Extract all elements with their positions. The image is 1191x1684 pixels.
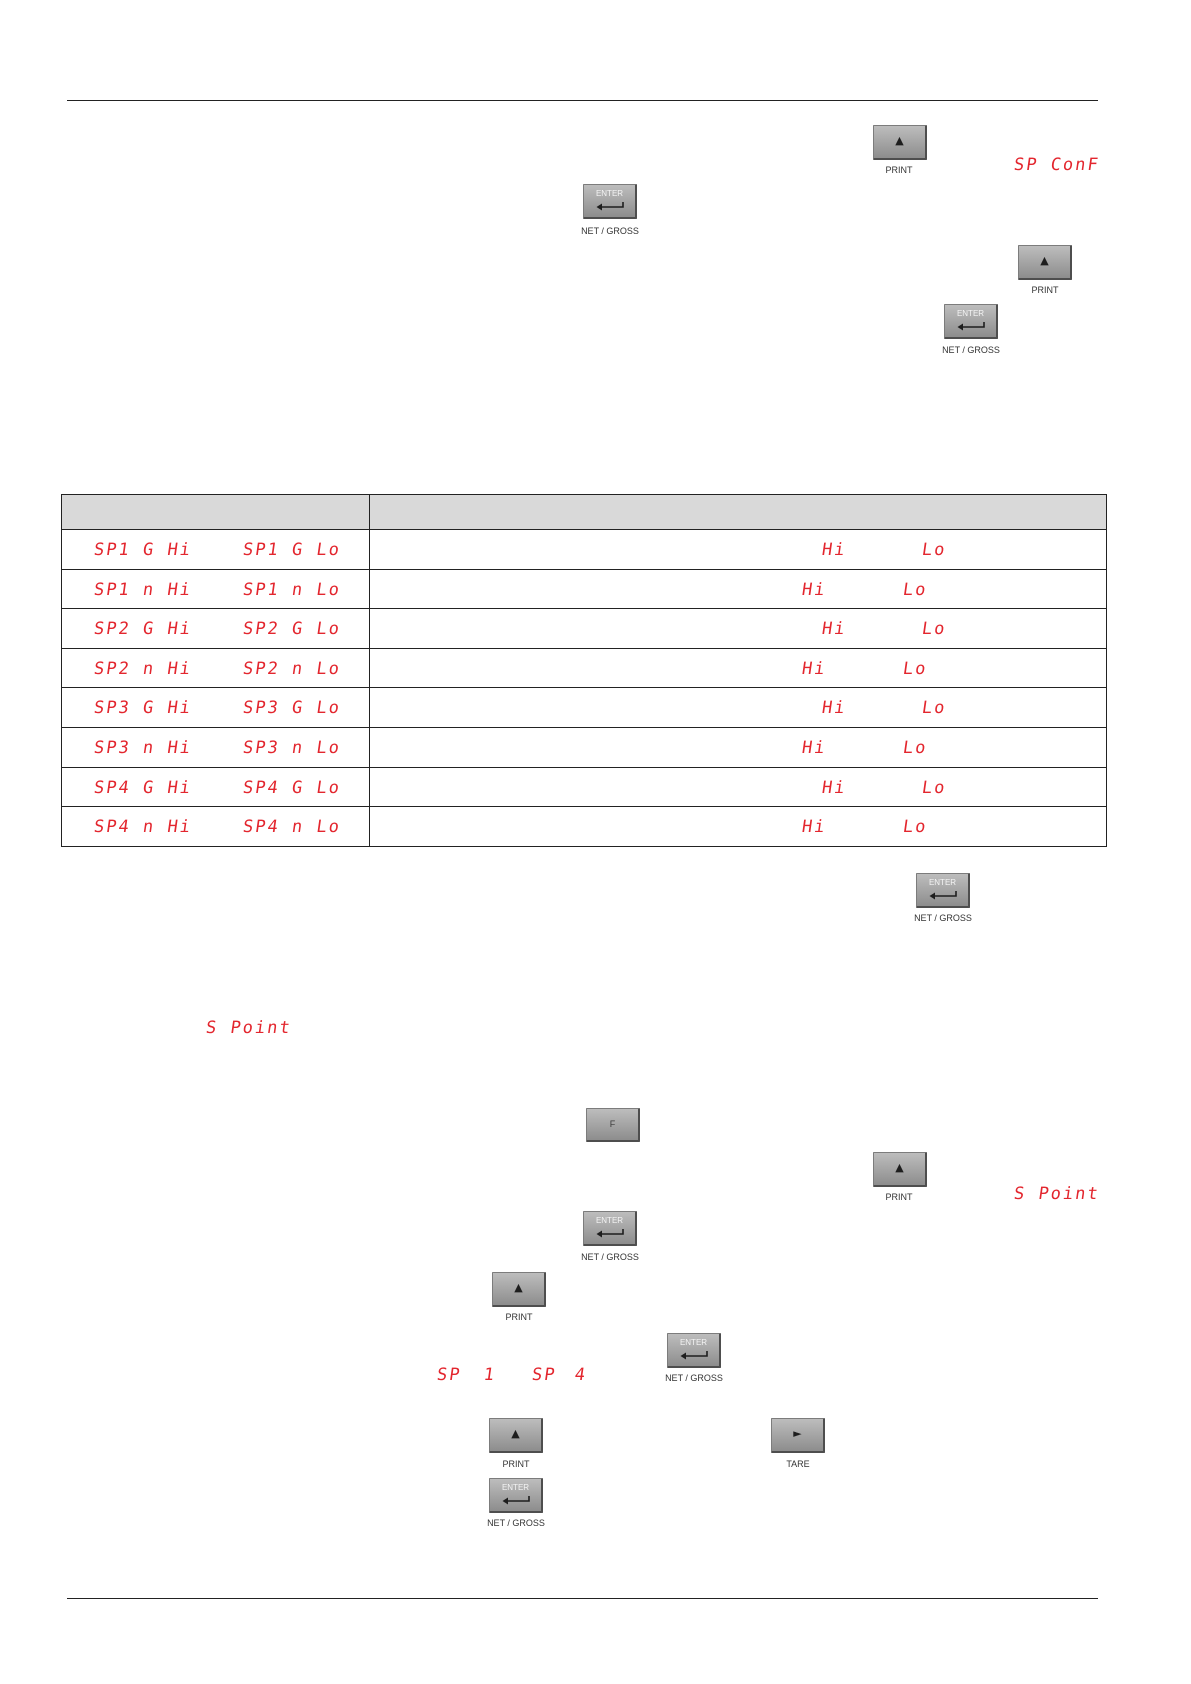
led-s-point: S Point: [1012, 1184, 1102, 1204]
print-key-label: PRINT: [505, 1312, 533, 1322]
led-param-hi: SP3 G Hi: [92, 698, 194, 719]
enter-arrow-icon: [680, 1350, 710, 1361]
enter-key-label: NET / GROSS: [581, 1252, 639, 1262]
f-key: [586, 1108, 640, 1142]
table-row: [62, 768, 1106, 808]
led-lo: Lo: [920, 698, 948, 719]
led-param-hi: SP4 n Hi: [92, 817, 194, 838]
print-key-label: PRINT: [1031, 285, 1059, 295]
table-cell-parameters: [62, 609, 370, 648]
enter-key-label: NET / GROSS: [942, 345, 1000, 355]
print-key: [492, 1272, 546, 1307]
print-key-label: PRINT: [885, 165, 913, 175]
enter-arrow-icon: [957, 321, 987, 332]
table-cell-description: [370, 570, 1106, 609]
print-key-label: PRINT: [502, 1459, 530, 1469]
print-key: [1018, 245, 1072, 280]
led-param-hi: SP2 n Hi: [92, 658, 194, 679]
table-cell-description: [370, 649, 1106, 688]
footer-rule: [67, 1598, 1098, 1599]
table-cell-description: [370, 530, 1106, 569]
led-param-lo: SP1 n Lo: [241, 579, 343, 600]
right-triangle-icon: ►: [793, 1427, 802, 1440]
led-param-hi: SP1 n Hi: [92, 579, 194, 600]
enter-key-face: ENTER: [501, 1483, 530, 1492]
up-triangle-icon: ▲: [895, 1161, 904, 1174]
led-param-lo: SP4 G Lo: [241, 777, 343, 798]
table-row: [62, 530, 1106, 570]
enter-key: [916, 873, 970, 908]
up-triangle-icon: ▲: [1040, 254, 1049, 267]
enter-key-label: NET / GROSS: [487, 1518, 545, 1528]
led-hi: Hi: [800, 817, 828, 838]
led-lo: Lo: [920, 540, 948, 560]
table-row: [62, 570, 1106, 610]
led-param-lo: SP2 G Lo: [241, 619, 343, 640]
led-lo: Lo: [901, 658, 929, 679]
enter-arrow-icon: [596, 1228, 626, 1239]
f-key-face: F: [609, 1119, 616, 1129]
table-row: [62, 728, 1106, 768]
table-header: [62, 495, 1106, 530]
enter-key-face: ENTER: [928, 878, 957, 887]
enter-key: [583, 1211, 637, 1246]
led-s-point: S Point: [204, 1018, 294, 1038]
led-hi: Hi: [800, 658, 828, 679]
led-param-lo: SP4 n Lo: [241, 817, 343, 838]
table-row: [62, 688, 1106, 728]
led-param-lo: SP3 G Lo: [241, 698, 343, 719]
led-lo: Lo: [901, 817, 929, 838]
table-row: [62, 649, 1106, 689]
enter-key-label: NET / GROSS: [914, 913, 972, 923]
table-header-cell: [62, 495, 370, 529]
enter-arrow-icon: [929, 890, 959, 901]
led-param-hi: SP2 G Hi: [92, 619, 194, 640]
led-sp-conf: SP ConF: [1012, 155, 1102, 175]
enter-key-face: ENTER: [679, 1338, 708, 1347]
table-cell-description: [370, 688, 1106, 727]
led-hi: Hi: [820, 619, 848, 640]
table-cell-description: [370, 728, 1106, 767]
led-lo: Lo: [920, 777, 948, 798]
table-cell-parameters: [62, 530, 370, 569]
table-cell-description: [370, 768, 1106, 807]
led-lo: Lo: [901, 737, 929, 758]
print-key: [873, 125, 927, 160]
print-key-label: PRINT: [885, 1192, 913, 1202]
led-hi: Hi: [800, 737, 828, 758]
led-hi: Hi: [800, 579, 828, 600]
up-triangle-icon: ▲: [895, 134, 904, 147]
led-param-hi: SP3 n Hi: [92, 737, 194, 758]
table-cell-description: [370, 807, 1106, 846]
enter-key: [667, 1333, 721, 1368]
enter-arrow-icon: [502, 1495, 532, 1506]
table-cell-parameters: [62, 768, 370, 807]
led-param-hi: SP4 G Hi: [92, 777, 194, 798]
setpoint-table: [61, 494, 1107, 847]
tare-key-label: TARE: [786, 1459, 810, 1469]
table-cell-description: [370, 609, 1106, 648]
led-hi: Hi: [820, 698, 848, 719]
enter-key: [583, 184, 637, 219]
enter-arrow-icon: [596, 201, 626, 212]
table-header-cell: [370, 495, 1106, 529]
led-lo: Lo: [920, 619, 948, 640]
enter-key-label: NET / GROSS: [665, 1373, 723, 1383]
up-triangle-icon: ▲: [514, 1281, 523, 1294]
led-param-lo: SP1 G Lo: [241, 540, 343, 560]
header-rule: [67, 100, 1098, 101]
led-hi: Hi: [820, 777, 848, 798]
enter-key-face: ENTER: [595, 1216, 624, 1225]
led-param-lo: SP2 n Lo: [241, 658, 343, 679]
led-sp-first: SP 1: [435, 1365, 498, 1385]
table-cell-parameters: [62, 688, 370, 727]
table-cell-parameters: [62, 649, 370, 688]
enter-key-face: ENTER: [595, 189, 624, 198]
table-cell-parameters: [62, 807, 370, 846]
up-triangle-icon: ▲: [511, 1427, 520, 1440]
enter-key: [944, 304, 998, 339]
table-cell-parameters: [62, 728, 370, 767]
led-sp-last: SP 4: [530, 1365, 589, 1385]
led-param-hi: SP1 G Hi: [92, 540, 194, 560]
led-lo: Lo: [901, 579, 929, 600]
table-row: [62, 609, 1106, 649]
enter-key-face: ENTER: [956, 309, 985, 318]
print-key: [489, 1418, 543, 1453]
led-hi: Hi: [820, 540, 848, 560]
enter-key: [489, 1478, 543, 1513]
enter-key-label: NET / GROSS: [581, 226, 639, 236]
table-cell-parameters: [62, 570, 370, 609]
table-row: [62, 807, 1106, 846]
print-key: [873, 1152, 927, 1187]
led-param-lo: SP3 n Lo: [241, 737, 343, 758]
tare-key: [771, 1418, 825, 1453]
